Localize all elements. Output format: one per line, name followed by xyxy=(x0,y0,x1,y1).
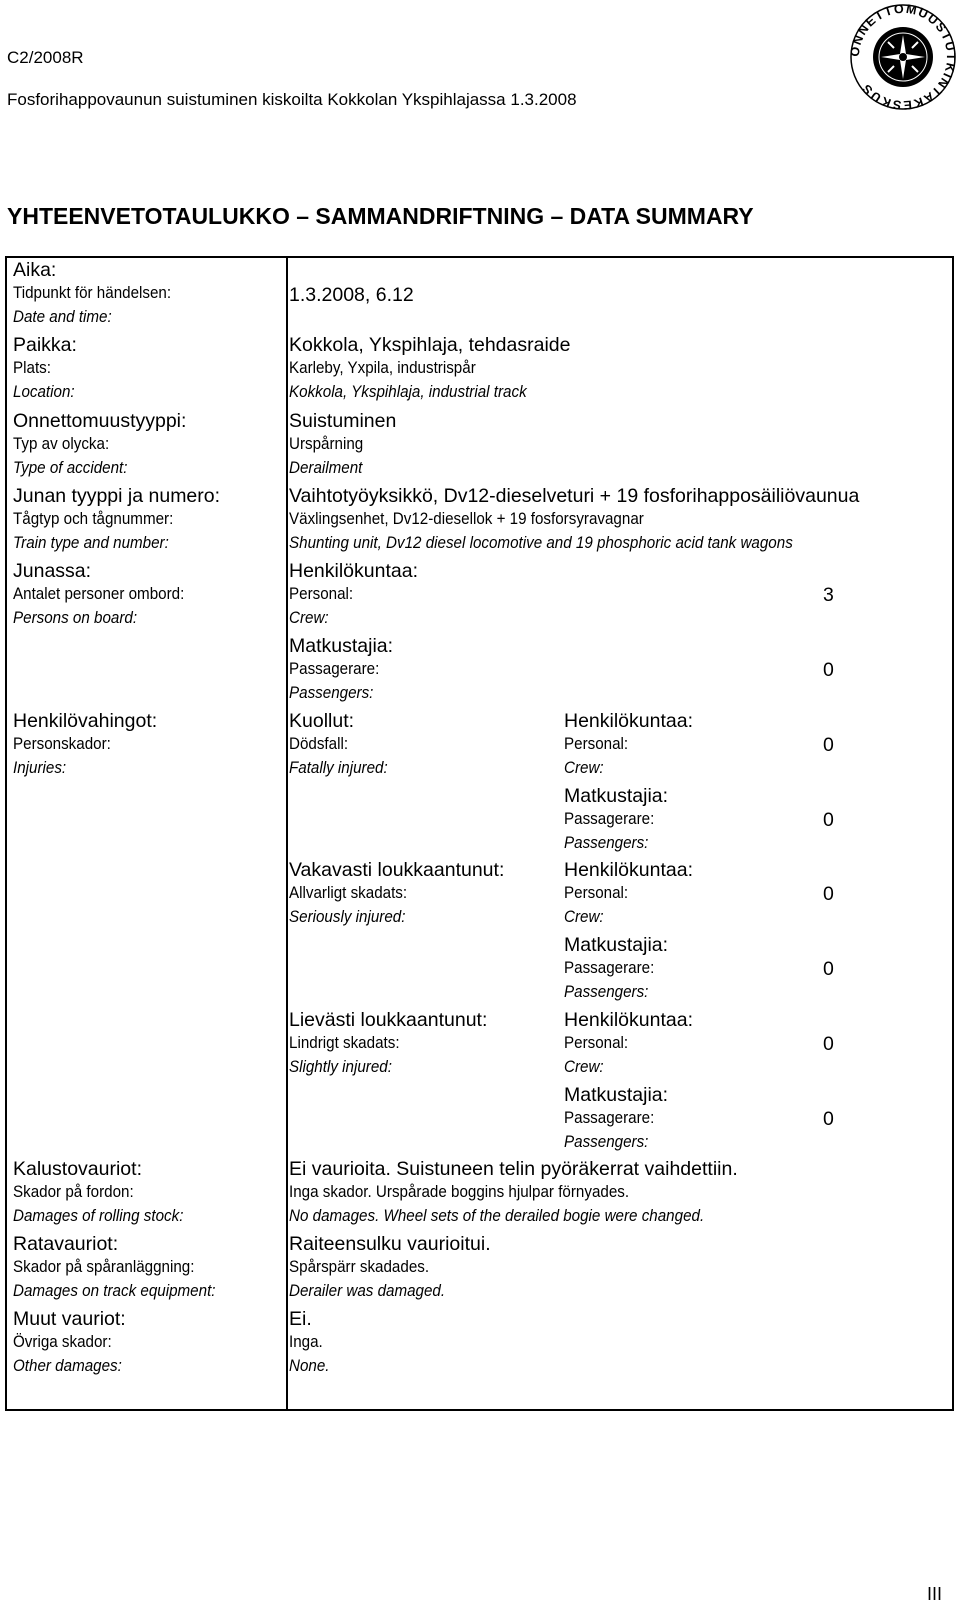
slight-pass-en: Passengers: xyxy=(564,1133,649,1151)
train-label-fi: Junan tyyppi ja numero: xyxy=(13,485,221,507)
train-value-en: Shunting unit, Dv12 diesel locomotive and 19 phosphoric acid tank wagons xyxy=(289,534,793,552)
type-label-sv: Typ av olycka: xyxy=(13,435,110,453)
time-value: 1.3.2008, 6.12 xyxy=(289,284,414,306)
fatal-label-fi: Kuollut: xyxy=(289,710,355,732)
seal-emblem-icon xyxy=(873,27,933,87)
track-value-en: Derailer was damaged. xyxy=(289,1282,446,1300)
summary-title: YHTEENVETOTAULUKKO – SAMMANDRIFTNING – DATA SUMMARY xyxy=(7,203,754,229)
other-label-fi: Muut vauriot: xyxy=(13,1308,126,1330)
slight-pass-count: 0 xyxy=(823,1108,834,1130)
slight-staff-en: Crew: xyxy=(564,1058,604,1076)
type-label-en: Type of accident: xyxy=(13,459,128,477)
time-label-en: Date and time: xyxy=(13,308,112,326)
slight-staff-fi: Henkilökuntaa: xyxy=(564,1009,693,1031)
onboard-staff-en: Crew: xyxy=(289,609,329,627)
injuries-label-en: Injuries: xyxy=(13,759,67,777)
track-value-fi: Raiteensulku vaurioitui. xyxy=(289,1233,491,1255)
fatal-pass-fi: Matkustajia: xyxy=(564,785,669,807)
track-label-en: Damages on track equipment: xyxy=(13,1282,216,1300)
injuries-label-fi: Henkilövahingot: xyxy=(13,710,158,732)
serious-staff-en: Crew: xyxy=(564,908,604,926)
svg-text:ONNETTOMUUSTUTKINTAKESKUS: ONNETTOMUUSTUTKINTAKESKUS xyxy=(848,2,958,112)
injuries-label-sv: Personskador: xyxy=(13,735,111,753)
type-value-sv: Urspårning xyxy=(289,435,364,453)
rolling-label-fi: Kalustovauriot: xyxy=(13,1158,142,1180)
onboard-pass-en: Passengers: xyxy=(289,684,374,702)
slight-label-fi: Lievästi loukkaantunut: xyxy=(289,1009,488,1031)
place-value-fi: Kokkola, Ykspihlaja, tehdasraide xyxy=(289,334,571,356)
page-number: III xyxy=(926,1584,942,1604)
fatal-staff-fi: Henkilökuntaa: xyxy=(564,710,693,732)
document-id: C2/2008R xyxy=(7,48,84,67)
serious-staff-fi: Henkilökuntaa: xyxy=(564,859,693,881)
other-label-sv: Övriga skador: xyxy=(13,1333,112,1351)
slight-staff-count: 0 xyxy=(823,1033,834,1055)
place-value-en: Kokkola, Ykspihlaja, industrial track xyxy=(289,383,527,401)
fatal-staff-count: 0 xyxy=(823,734,834,756)
slight-pass-sv: Passagerare: xyxy=(564,1109,655,1127)
other-value-sv: Inga. xyxy=(289,1333,323,1351)
column-divider xyxy=(286,256,288,1411)
slight-label-sv: Lindrigt skadats: xyxy=(289,1034,400,1052)
rolling-value-en: No damages. Wheel sets of the derailed bogie were changed. xyxy=(289,1207,705,1225)
place-label-en: Location: xyxy=(13,383,75,401)
track-label-sv: Skador på spåranläggning: xyxy=(13,1258,195,1276)
place-label-fi: Paikka: xyxy=(13,334,77,356)
train-label-en: Train type and number: xyxy=(13,534,169,552)
serious-label-fi: Vakavasti loukkaantunut: xyxy=(289,859,505,881)
onboard-label-en: Persons on board: xyxy=(13,609,138,627)
document-title: Fosforihappovaunun suistuminen kiskoilta Kokkolan Ykspihlajassa 1.3.2008 xyxy=(7,90,577,109)
place-label-sv: Plats: xyxy=(13,359,51,377)
slight-label-en: Slightly injured: xyxy=(289,1058,392,1076)
onboard-staff-fi: Henkilökuntaa: xyxy=(289,560,418,582)
serious-label-sv: Allvarligt skadats: xyxy=(289,884,408,902)
train-label-sv: Tågtyp och tågnummer: xyxy=(13,510,174,528)
serious-pass-count: 0 xyxy=(823,958,834,980)
rolling-label-sv: Skador på fordon: xyxy=(13,1183,134,1201)
onboard-staff-count: 3 xyxy=(823,584,834,606)
rolling-label-en: Damages of rolling stock: xyxy=(13,1207,184,1225)
fatal-staff-en: Crew: xyxy=(564,759,604,777)
other-label-en: Other damages: xyxy=(13,1357,122,1375)
serious-pass-fi: Matkustajia: xyxy=(564,934,669,956)
type-value-fi: Suistuminen xyxy=(289,410,397,432)
onboard-label-fi: Junassa: xyxy=(13,560,92,582)
slight-pass-fi: Matkustajia: xyxy=(564,1084,669,1106)
rolling-value-fi: Ei vaurioita. Suistuneen telin pyöräkerrat vaihdettiin. xyxy=(289,1158,738,1180)
time-label-fi: Aika: xyxy=(13,259,57,281)
fatal-pass-count: 0 xyxy=(823,809,834,831)
fatal-staff-sv: Personal: xyxy=(564,735,629,753)
slight-staff-sv: Personal: xyxy=(564,1034,629,1052)
serious-label-en: Seriously injured: xyxy=(289,908,406,926)
fatal-label-sv: Dödsfall: xyxy=(289,735,349,753)
train-value-fi: Vaihtotyöyksikkö, Dv12-dieselveturi + 19 fosforihapposäiliövaunua xyxy=(289,485,860,507)
other-value-en: None. xyxy=(289,1357,330,1375)
track-label-fi: Ratavauriot: xyxy=(13,1233,119,1255)
train-value-sv: Växlingsenhet, Dv12-diesellok + 19 fosforsyravagnar xyxy=(289,510,644,528)
place-value-sv: Karleby, Yxpila, industrispår xyxy=(289,359,476,377)
fatal-pass-sv: Passagerare: xyxy=(564,810,655,828)
fatal-pass-en: Passengers: xyxy=(564,834,649,852)
type-value-en: Derailment xyxy=(289,459,363,477)
fatal-label-en: Fatally injured: xyxy=(289,759,388,777)
onboard-pass-count: 0 xyxy=(823,659,834,681)
onboard-staff-sv: Personal: xyxy=(289,585,354,603)
track-value-sv: Spårspärr skadades. xyxy=(289,1258,430,1276)
type-label-fi: Onnettomuustyyppi: xyxy=(13,410,187,432)
serious-pass-sv: Passagerare: xyxy=(564,959,655,977)
agency-seal-logo xyxy=(848,2,958,112)
serious-staff-sv: Personal: xyxy=(564,884,629,902)
onboard-pass-sv: Passagerare: xyxy=(289,660,380,678)
other-value-fi: Ei. xyxy=(289,1308,312,1330)
onboard-label-sv: Antalet personer ombord: xyxy=(13,585,185,603)
serious-staff-count: 0 xyxy=(823,883,834,905)
onboard-pass-fi: Matkustajia: xyxy=(289,635,394,657)
serious-pass-en: Passengers: xyxy=(564,983,649,1001)
rolling-value-sv: Inga skador. Urspårade boggins hjulpar förnyades. xyxy=(289,1183,630,1201)
time-label-sv: Tidpunkt för händelsen: xyxy=(13,284,172,302)
